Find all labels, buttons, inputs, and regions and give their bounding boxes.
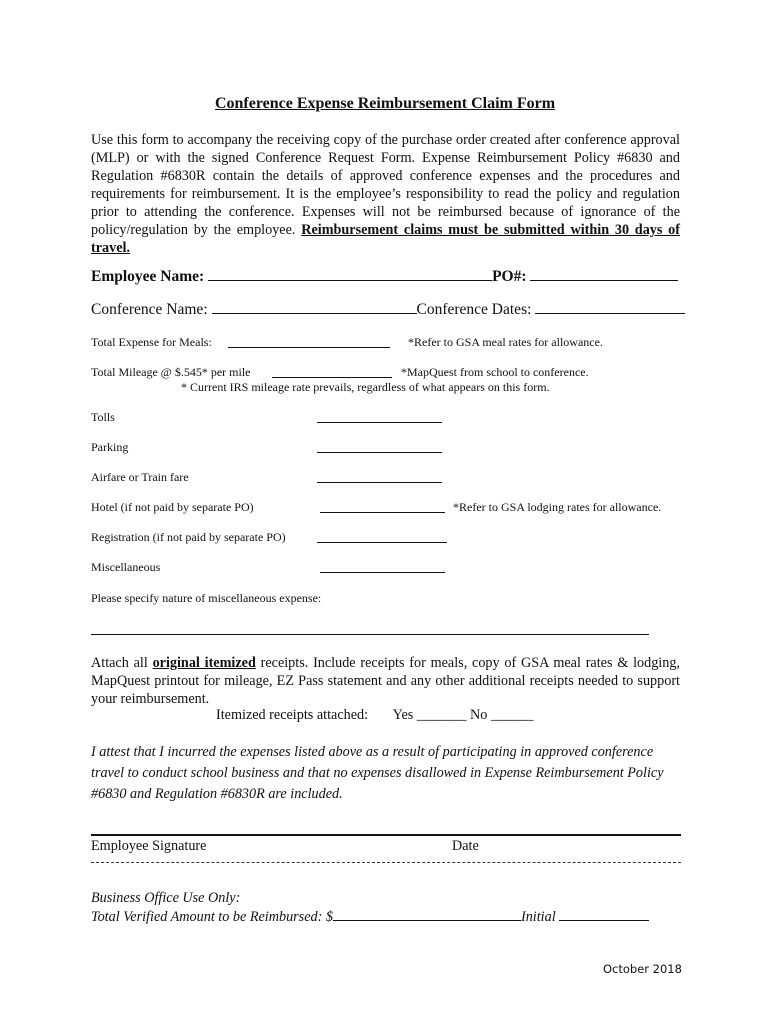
verified-amount-label: Total Verified Amount to be Reimbursed: $ xyxy=(91,909,333,925)
signature-line[interactable] xyxy=(91,834,681,836)
conference-dates-field[interactable] xyxy=(535,301,685,314)
intro-text: Use this form to accompany the receiving copy of the purchase order created after conference approval (MLP) or with the signed Conference Request Form. Expense Reimbursement Policy #6830 and Regulation #6830R contain the details of approved conference expenses and the procedures and requirements for reimbursement. It is the employee’s responsibility to read the policy and regulation prior to attending the conference. Expenses will not be reimbursed because of ignorance of the policy/regulation by the employee. xyxy=(91,132,680,238)
attach-emphasis: original itemized xyxy=(152,655,256,671)
misc-specify-label: Please specify nature of miscellaneous expense: xyxy=(91,591,322,605)
hotel-note: *Refer to GSA lodging rates for allowance. xyxy=(453,500,662,514)
mileage-label: Total Mileage @ $.545* per mile xyxy=(91,365,251,379)
intro-paragraph xyxy=(91,131,680,257)
misc-specify-field[interactable] xyxy=(91,634,649,635)
form-title: Conference Expense Reimbursement Claim Form xyxy=(214,95,556,112)
airfare-field[interactable] xyxy=(317,482,442,483)
registration-label: Registration (if not paid by separate PO) xyxy=(91,530,286,544)
verified-amount-row xyxy=(91,908,649,926)
attestation-text: I attest that I incurred the expenses listed above as a result of participating in approved conference travel to conduct school business and that no expenses disallowed in Expense Reimbursement Policy #6830 and Regulation #6830R are included. xyxy=(91,744,664,802)
po-field[interactable] xyxy=(530,268,678,281)
cut-divider xyxy=(91,862,681,863)
footer-date: October 2018 xyxy=(603,962,682,976)
conference-row xyxy=(91,301,685,319)
verified-amount-field[interactable] xyxy=(333,908,521,921)
airfare-label: Airfare or Train fare xyxy=(91,470,189,484)
po-label: PO#: xyxy=(492,268,531,285)
hotel-field[interactable] xyxy=(320,512,445,513)
employee-name-row xyxy=(91,268,678,286)
misc-label: Miscellaneous xyxy=(91,560,161,574)
registration-field[interactable] xyxy=(317,542,447,543)
initial-label: Initial xyxy=(520,909,560,925)
conference-dates-label: Conference Dates: xyxy=(416,301,536,318)
itemized-yes[interactable]: Yes _______ xyxy=(392,707,467,723)
initial-field[interactable] xyxy=(559,908,649,921)
parking-field[interactable] xyxy=(317,452,442,453)
mileage-field[interactable] xyxy=(272,377,392,378)
itemized-receipts-label: Itemized receipts attached: xyxy=(216,707,369,723)
meals-field[interactable] xyxy=(228,347,390,348)
misc-field[interactable] xyxy=(320,572,445,573)
tolls-label: Tolls xyxy=(91,410,115,424)
tolls-field[interactable] xyxy=(317,422,442,423)
itemized-receipts-row xyxy=(216,707,533,724)
employee-name-field[interactable] xyxy=(208,268,492,281)
business-office-heading: Business Office Use Only: xyxy=(91,890,241,906)
employee-signature-label: Employee Signature xyxy=(91,838,207,854)
conference-name-field[interactable] xyxy=(212,301,417,314)
employee-name-label: Employee Name: xyxy=(91,268,209,285)
attach-paragraph xyxy=(91,654,680,708)
parking-label: Parking xyxy=(91,440,129,454)
intro-deadline-emphasis: Reimbursement claims must be submitted within 30 days of travel. xyxy=(91,222,680,256)
hotel-label: Hotel (if not paid by separate PO) xyxy=(91,500,254,514)
meals-label: Total Expense for Meals: xyxy=(91,335,212,349)
mileage-note: *MapQuest from school to conference. xyxy=(401,365,589,379)
itemized-no[interactable]: No ______ xyxy=(470,707,534,723)
attach-rest: receipts. Include receipts for meals, copy of GSA meal rates & lodging, MapQuest printout for mileage, EZ Pass statement and any other additional receipts needed to support your reimbursement. xyxy=(91,655,680,707)
date-label: Date xyxy=(452,838,479,854)
mileage-irs-note: * Current IRS mileage rate prevails, regardless of what appears on this form. xyxy=(181,380,550,394)
meals-note: *Refer to GSA meal rates for allowance. xyxy=(408,335,603,349)
attach-prefix: Attach all xyxy=(91,655,153,671)
conference-name-label: Conference Name: xyxy=(91,301,212,318)
